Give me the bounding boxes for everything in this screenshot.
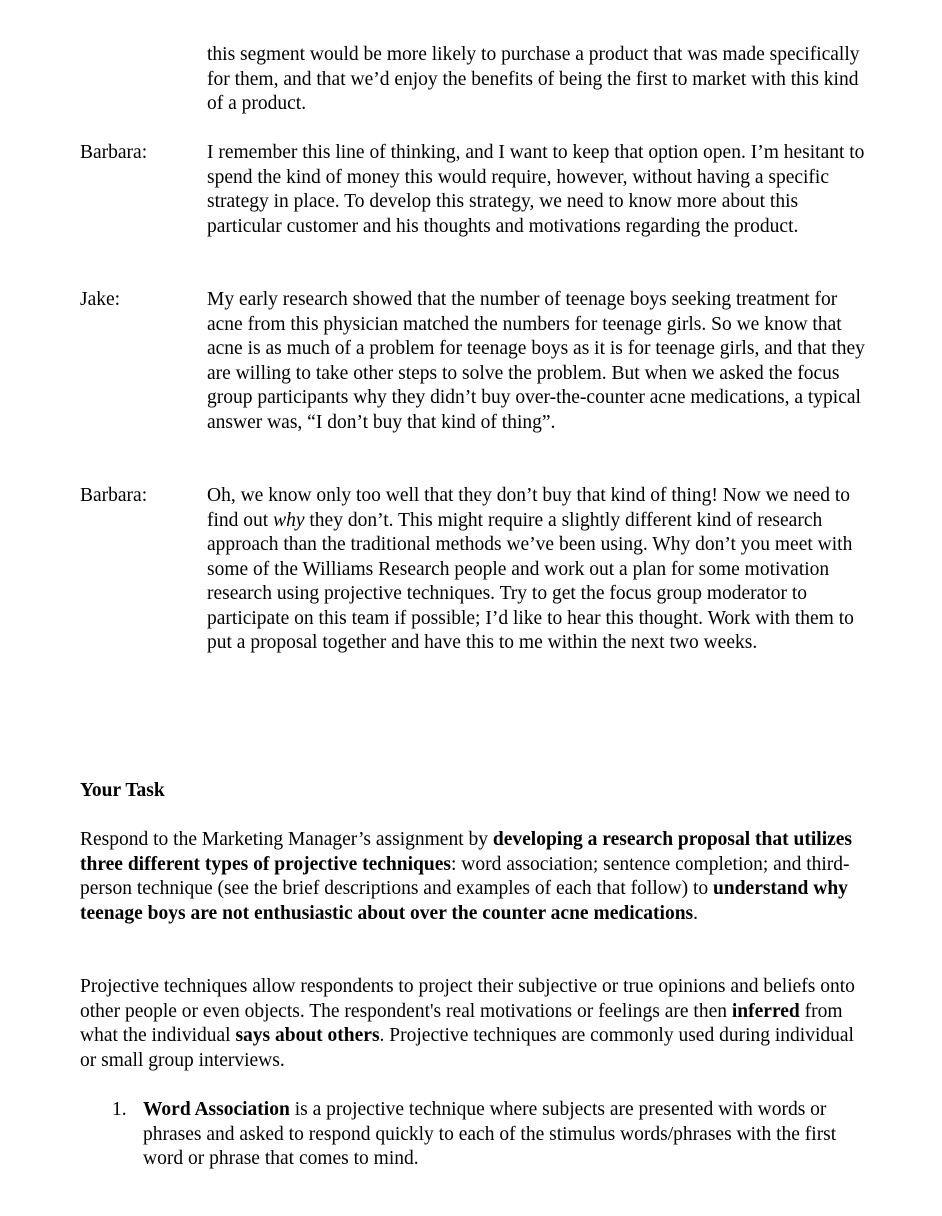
speech-text-part: they don’t. This might require a slightly different kind of research approach than the traditional methods we’ve been using. Why don’t you meet with some of the Williams Research people and work out a plan for some motivation research using projective techniques. Try to get the focus group moderator to participate on this team if possible; I’d like to hear this thought. Work with them to put a proposal together and have this to me within the next two weeks. xyxy=(207,509,854,653)
projective-paragraph xyxy=(80,975,865,1073)
list-number: 1. xyxy=(112,1099,127,1120)
list-description: is a projective technique where subjects are presented with words or phrases and asked to respond quickly to each of the stimulus words/phrases with the first word or phrase that comes to mind. xyxy=(143,1099,837,1169)
dialogue-entry xyxy=(80,288,870,435)
section-heading: Your Task xyxy=(80,780,165,801)
list-term: Word Association xyxy=(143,1099,290,1120)
dialogue-entry xyxy=(80,141,870,239)
paragraph-text: . Projective techniques are commonly used during individual or small group interviews. xyxy=(80,1025,854,1071)
speech-text: My early research showed that the number of teenage boys seeking treatment for acne from this physician matched the numbers for teenage girls. So we know that acne is as much of a problem for teenage boys as it is for teenage girls, and that they are willing to take other steps to solve the problem. But when we asked the focus group participants why they didn’t buy over-the-counter acne medications, a typical answer was, “I don’t buy that kind of thing”. xyxy=(207,289,865,433)
speaker-name: Jake: xyxy=(80,289,121,310)
numbered-list xyxy=(112,1098,872,1172)
paragraph-bold: understand why teenage boys are not enthusiastic about over the counter acne medications xyxy=(80,878,848,924)
paragraph-bold: says about others xyxy=(235,1025,380,1046)
paragraph-text: . xyxy=(693,902,699,924)
task-paragraph xyxy=(80,828,865,926)
list-item xyxy=(112,1098,872,1172)
speech-emphasis: why xyxy=(273,509,305,531)
speaker-name: Barbara: xyxy=(80,485,148,506)
paragraph-bold: developing a research proposal that utilizes three different types of projective techniques xyxy=(80,829,853,875)
paragraph-text: Projective techniques allow respondents to project their subjective or true opinions and beliefs onto other people or even objects. The respondent's real motivations or feelings are then xyxy=(80,976,855,1022)
speech-text xyxy=(207,484,867,656)
paragraph-bold: inferred xyxy=(731,1000,800,1022)
speaker-name: Barbara: xyxy=(80,142,148,163)
list-item-text xyxy=(143,1098,843,1172)
paragraph-text: : word association; sentence completion; and third-person technique (see the brief descriptions and examples of each that follow) to xyxy=(80,853,850,899)
dialogue-entry xyxy=(80,484,870,656)
continuation-paragraph: this segment would be more likely to purchase a product that was made specifically for them, and that we’d enjoy the benefits of being the first to market with this kind of a product. xyxy=(207,44,860,114)
speech-text-part: Oh, we know only too well that they don’t buy that kind of thing! Now we need to find out xyxy=(207,485,851,531)
paragraph-text: Respond to the Marketing Manager’s assignment by xyxy=(80,829,493,850)
paragraph-text: from what the individual xyxy=(80,1000,843,1046)
speech-text: I remember this line of thinking, and I want to keep that option open. I’m hesitant to spend the kind of money this would require, however, without having a specific strategy in place. To develop this strategy, we need to know more about this particular customer and his thoughts and motivations regarding the product. xyxy=(207,142,865,237)
